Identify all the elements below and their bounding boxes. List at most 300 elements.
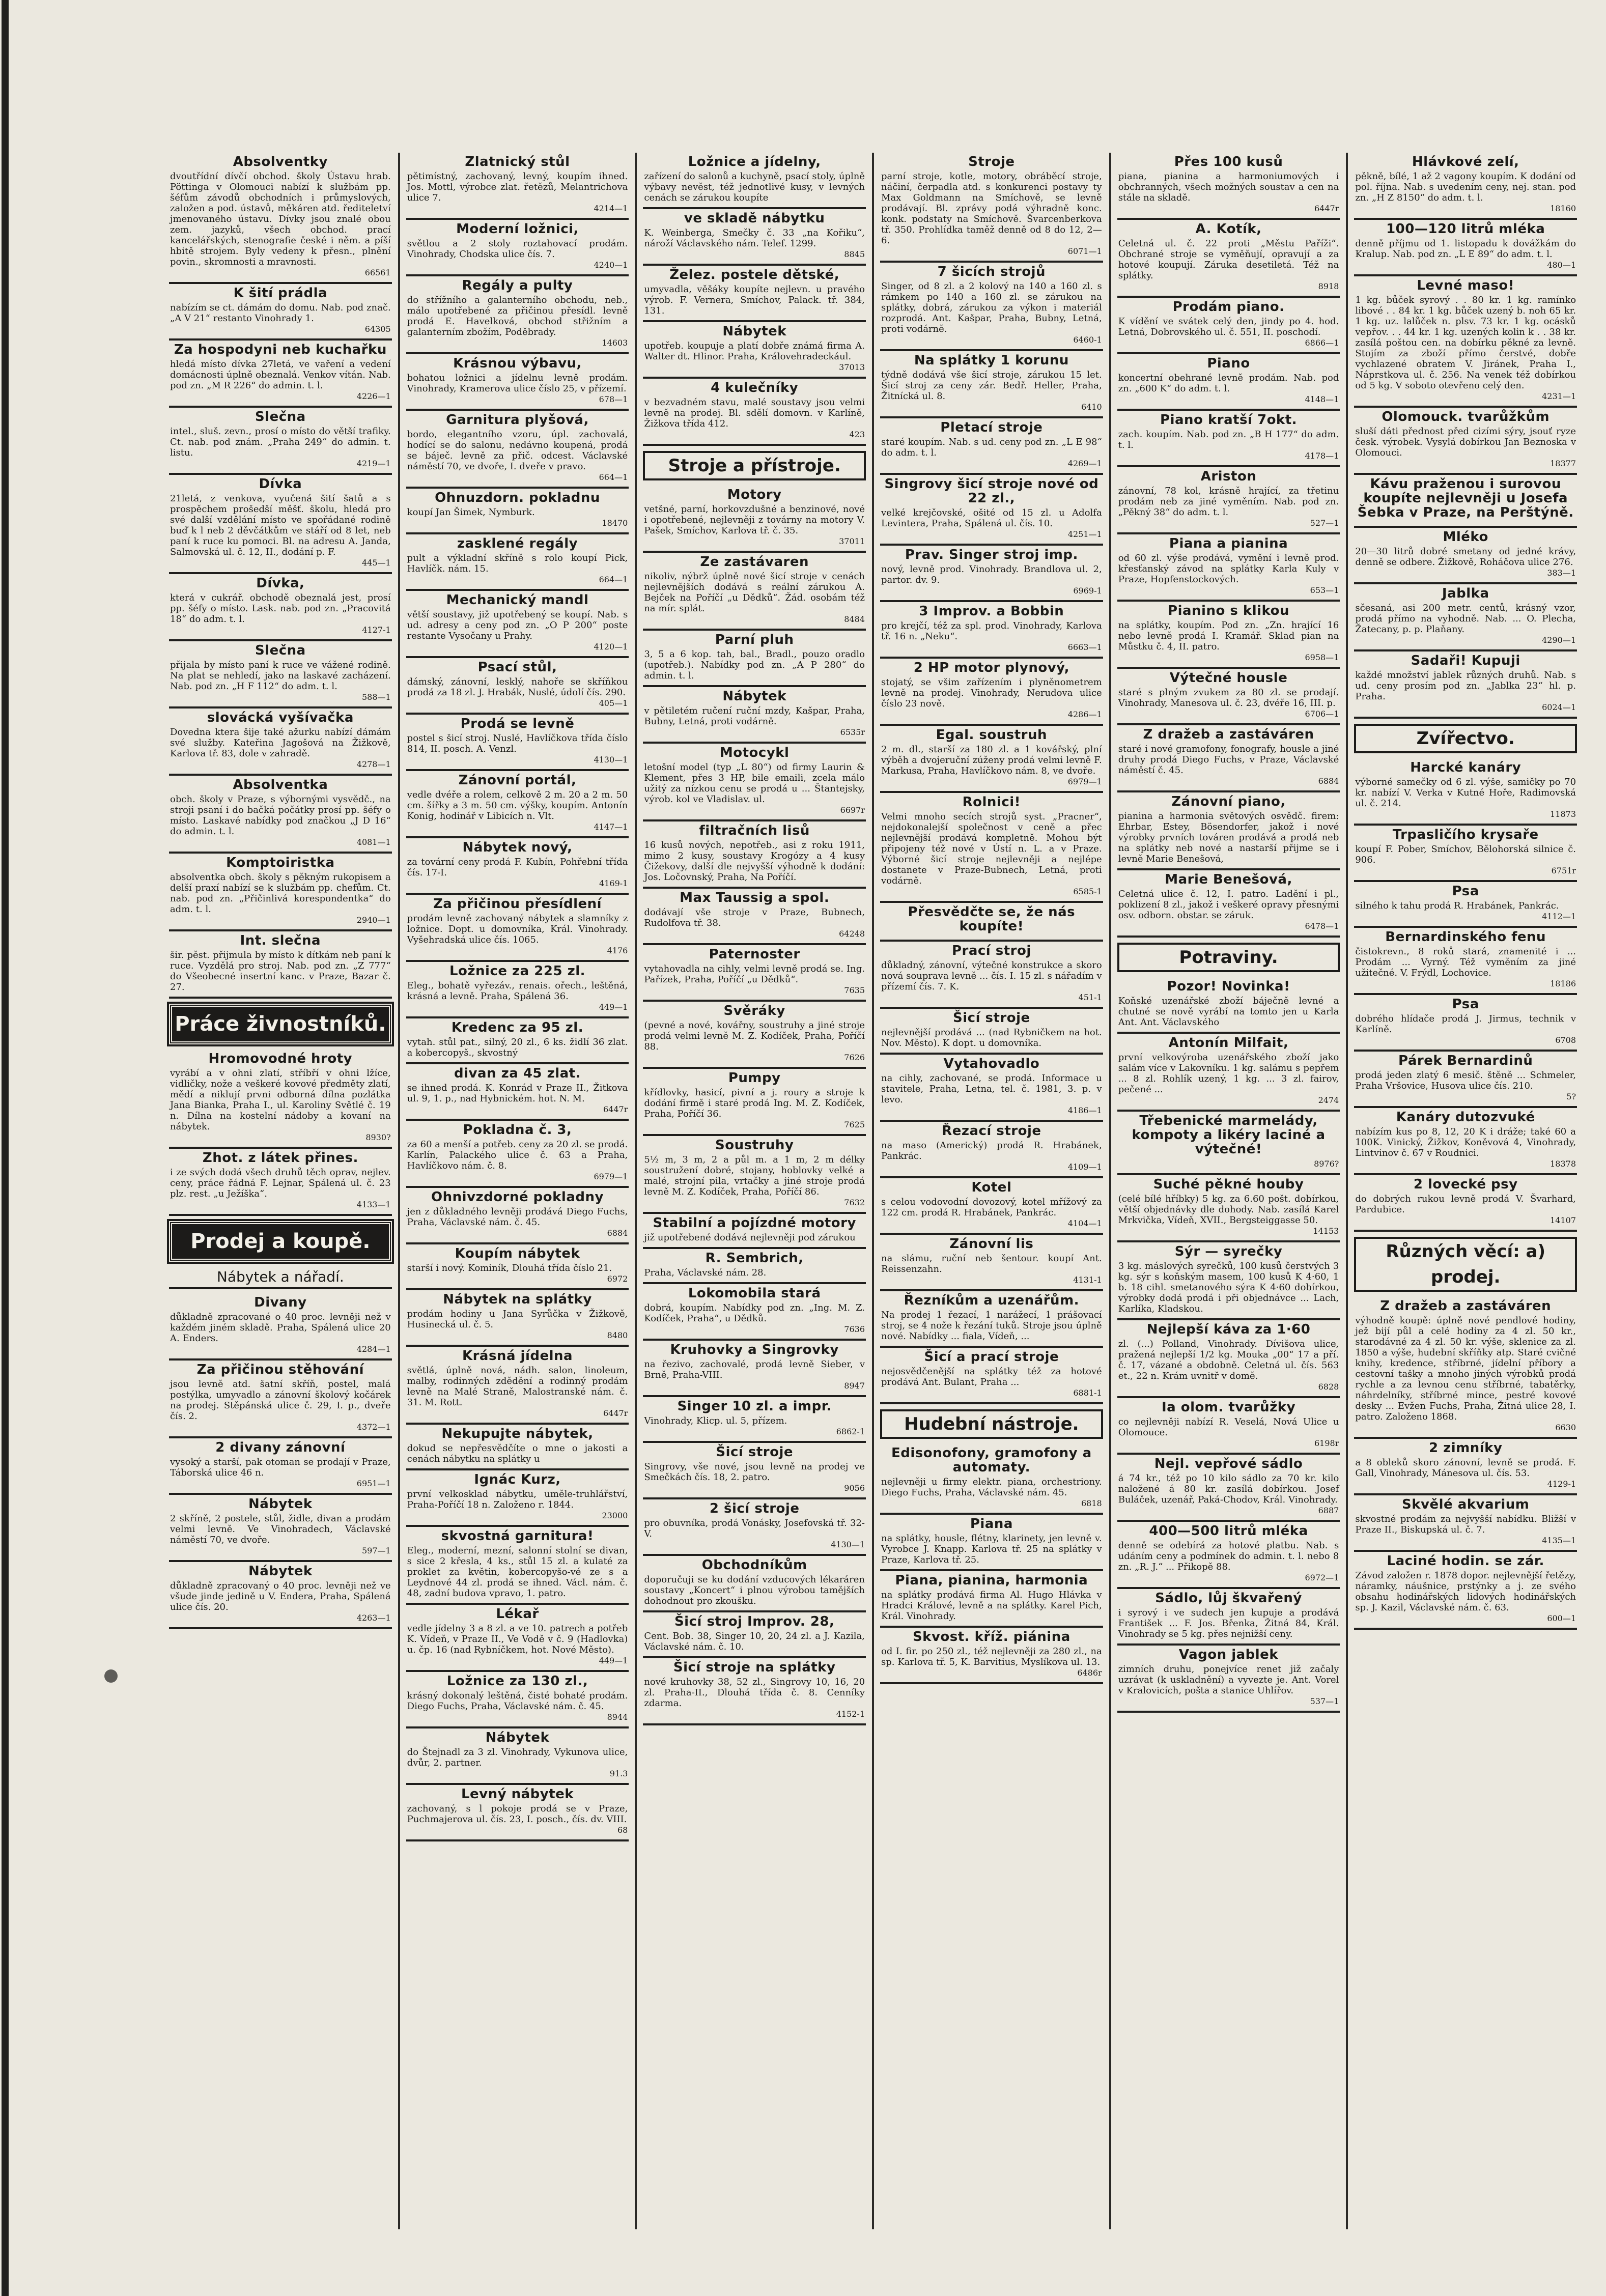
ad-reference-number: 653—1: [1310, 585, 1339, 595]
ad-headline: Kanáry dutozvuké: [1396, 1110, 1535, 1125]
ad-headline: Nábytek: [722, 689, 787, 704]
ad-headline: Mechanický mandl: [446, 592, 589, 608]
ad-headline: Max Taussig a spol.: [680, 890, 830, 905]
ad-headline: Kredenc za 95 zl.: [451, 1020, 584, 1035]
section-banner: Prodej a koupě.: [169, 1221, 392, 1262]
ad-reference-number: 4251—1: [1067, 529, 1102, 539]
ad-headline: Nábytek: [485, 1730, 550, 1745]
classified-ad: [169, 1293, 392, 1360]
ad-reference-number: 451-1: [1078, 993, 1102, 1002]
classified-ad: [406, 276, 629, 354]
ad-headline: Sádlo, lůj škvařený: [1155, 1591, 1302, 1606]
ad-body: absolventka obch. školy s pěkným rukopisem a delší praxí nabízí se k službám pp. chefům. Ct. nab. pod zn. „Přičinlivá korespondentka“ do adm. t. l.: [170, 872, 391, 915]
classified-ad: [1117, 977, 1340, 1034]
ad-reference-number: 7632: [844, 1198, 865, 1207]
classified-ad: [406, 895, 629, 962]
ad-reference-number: 14153: [1313, 1226, 1339, 1236]
ad-reference-number: 6828: [1318, 1382, 1339, 1392]
ad-reference-number: 6958—1: [1305, 653, 1339, 662]
ad-reference-number: 4178—1: [1305, 451, 1339, 461]
classified-ad: [643, 1136, 866, 1214]
ad-body: nové kruhovky 38, 52 zl., Singrovy 10, 16, 20 zl. Praha-II., Dlouhá třída č. 8. Cenníky zdarma.: [644, 1677, 865, 1709]
ad-headline: slovácká vyšívačka: [207, 710, 354, 725]
ad-reference-number: 18186: [1550, 979, 1576, 988]
classified-ad: [1117, 534, 1340, 602]
ad-headline: Želez. postele dětské,: [669, 267, 840, 282]
ad-body: zánovní, 78 kol, krásně hrající, za třetinu prodám neb za jiné vyměním. Nab. pod zn. „Pěkný 38“ do adm. t. l.: [1118, 486, 1339, 518]
ad-headline: Slečna: [255, 643, 306, 658]
ad-headline: Suché pěkné houby: [1153, 1177, 1304, 1192]
ad-headline: Skvělé akvarium: [1402, 1497, 1530, 1512]
ad-body: prodám levně zachovaný nábytek a slamníky z ložnice. Dopt. u domovníka, Král. Vinohrady. Vyšehradská ulice čís. 1065.: [407, 913, 628, 945]
classified-ad: [880, 475, 1103, 546]
ad-headline: Levné maso!: [1417, 278, 1515, 293]
classified-ad: [643, 322, 866, 379]
ad-headline: Z dražeb a zastáváren: [1380, 1298, 1552, 1314]
ad-headline: 2 šicí stroje: [709, 1501, 800, 1516]
ad-body: 20—30 litrů dobré smetany od jedné krávy, denně se odbere. Žižkově, Roháčova ulice 276.: [1355, 546, 1576, 568]
ad-body: sčesaná, asi 200 metr. centů, krásný vzor, prodá přímo na vyhodně. Nab. ... O. Plecha, Žatecany, p. p. Plaňany.: [1355, 603, 1576, 635]
ad-headline: Piano kratší 7okt.: [1160, 412, 1298, 428]
ad-body: na splátky prodává firma Al. Hugo Hlávka v Hradci Králové, levně a na splátky. Karel Pich, Král. Vinohrady.: [881, 1590, 1102, 1622]
ad-reference-number: 6862-1: [836, 1427, 865, 1436]
ad-reference-number: 4186—1: [1067, 1106, 1102, 1115]
classified-ad: [1354, 276, 1577, 408]
ad-body: pro krejčí, též za spl. prod. Vinohrady, Karlova tř. 16 n. „Neku“.: [881, 620, 1102, 642]
ad-headline: Harcké kanáry: [1410, 760, 1522, 775]
ad-reference-number: 8484: [844, 614, 865, 624]
classified-ad: [643, 379, 866, 446]
classified-ad: [406, 153, 629, 220]
classified-ad: [1117, 220, 1340, 298]
ad-body: dobrá, koupím. Nabídky pod zn. „Ing. M. Z. Kodíček, Praha“, u Dědků.: [644, 1302, 865, 1324]
ad-reference-number: 664—1: [599, 472, 628, 482]
ad-reference-number: 445—1: [361, 558, 391, 568]
ad-body: 16 kusů nových, nepotřeb., asi z roku 1911, mimo 2 kusy, soustavy Krogózy a 4 kusy Čižekovy, další dle nejvyšší výhodně k dodání: Jos. Ločovnský, Praha, Na Poříčí.: [644, 840, 865, 883]
classified-ad: [643, 744, 866, 821]
ad-body: Velmi mnoho secích strojů syst. „Pracner“, nejdokonalejší společnost v ceně a přec nejlevnější prodává kompletně. Mohou být připojeny též nové v Ústí n. L. a v Praze. Výborné šicí stroje nejlevněji a nejlépe dostanete v Praze-Bubnech, Letná, proti vodárně.: [881, 811, 1102, 886]
ad-body: týdně dodává vše šicí stroje, zárukou 15 let. Šicí stroj za ceny zár. Bedř. Heller, Praha, Žitnícká ul. 8.: [881, 370, 1102, 402]
classified-ad: [643, 1658, 866, 1725]
ad-headline: Mléko: [1443, 529, 1488, 545]
ad-body: křídlovky, hasicí, pivní a j. roury a stroje k dodání firmě i staré prodá Ing. M. Z. Kodíček, Praha, Poříčí 36.: [644, 1087, 865, 1119]
ad-reference-number: 4269—1: [1067, 459, 1102, 468]
classified-ad: [643, 1612, 866, 1658]
ad-body: výborné samečky od 6 zl. výše, samičky po 70 kr. nabízí V. Verka v Kutné Hoře, Radimovská ul. č. 214.: [1355, 777, 1576, 809]
ad-body: zl. (...) Polland, Vinohrady. Dívišova ulice, pražená nejlepší 1/2 kg. Mouka „00“ 17 a pří. č. 17, vázané a obdobně. Celetná ul. čís. 563 et., 22 n. Krám uvnitř v domě.: [1118, 1339, 1339, 1381]
ad-headline: Garnitura plyšová,: [446, 412, 589, 428]
ad-body: Závod založen r. 1878 dopor. nejlevnější řetězy, náramky, náušnice, prstýnky a j. ze svého obsahu hodinářských lidových hodinářských sp. J. Kazil, Václavské nám. č. 63.: [1355, 1570, 1576, 1613]
classified-ad: [169, 574, 392, 641]
classified-ad: [406, 1785, 629, 1841]
ad-body: nejlevněji u firmy elektr. piana, orchestriony. Diego Fuchs, Praha, Václavské nám. 45.: [881, 1477, 1102, 1498]
ad-body: se ihned prodá. K. Konrád v Praze II., Žitkova ul. 9, 1. p., nad Hybnickém. hot. N. M.: [407, 1083, 628, 1104]
classified-ad: [1354, 1297, 1577, 1439]
ad-headline: Edisonofony, gramofony a automaty.: [891, 1445, 1092, 1475]
ad-reference-number: 6887: [1318, 1506, 1339, 1515]
ad-headline: Šicí stroje: [953, 1010, 1030, 1026]
ad-reference-number: 6706—1: [1305, 709, 1339, 719]
ad-headline: Sýr — syrečky: [1174, 1244, 1283, 1259]
ad-body: Celetná ulice č. 12, I. patro. Ladění i pl., poklizení 8 zl., jakož i veškeré opravy přesnými osv. odborn. obstar. se záruk.: [1118, 889, 1339, 921]
classified-ad: [169, 931, 392, 999]
ad-headline: Ia olom. tvarůžky: [1161, 1400, 1296, 1415]
ad-body: zimních druhu, ponejvíce renet již začaly uzrávat (k uskladnění) a vyvezte je. Ant. Vorel v Kralovicích, pošta a stanice Uhlířov.: [1118, 1664, 1339, 1696]
ad-reference-number: 6478—1: [1305, 921, 1339, 931]
ad-reference-number: 4112—1: [1542, 912, 1576, 921]
ad-headline: Nejl. vepřové sádlo: [1154, 1456, 1303, 1471]
ad-body: každé množství jablek různých druhů. Nab. s ud. ceny prosím pod zn. „Jablka 23“ hl. p. Praha.: [1355, 670, 1576, 702]
ad-headline: Skvost. kříž. piánina: [912, 1629, 1070, 1645]
classified-ad: [1354, 1495, 1577, 1552]
ad-body: Vinohrady, Klicp. ul. 5, přízem.: [644, 1415, 787, 1426]
ad-headline: Komptoiristka: [226, 855, 335, 870]
ad-body: skvostné prodám za nejvyšší nabídku. Bližší v Praze II., Biskupská ul. č. 7.: [1355, 1514, 1576, 1535]
ad-headline: Kruhovky a Singrovky: [670, 1342, 839, 1357]
ad-body: staré i nové gramofony, fonografy, housle a jiné druhy prodá Diego Fuchs, v Praze, Václavské náměstí č. 45.: [1118, 744, 1339, 776]
classified-ad: [1354, 882, 1577, 928]
ad-headline: Ariston: [1200, 469, 1257, 484]
ad-reference-number: 6447r: [1314, 204, 1339, 213]
ad-headline: Zhot. z látek přines.: [202, 1150, 358, 1166]
ad-body: parní stroje, kotle, motory, obráběcí stroje, náčiní, čerpadla atd. s konkurenci postavy ty Max Goldmann na Smíchově, se levně prodávají. Bl. zprávy podá výhradně konc. konk. podstaty na Smíchově. Švarcenberkova tř. 350. Prohlídka taměž denně od 8 do 12, 2—6.: [881, 171, 1102, 246]
classified-ad: [643, 1341, 866, 1397]
ad-headline: Ložnice a jídelny,: [688, 154, 821, 169]
ad-body: K. Weinberga, Smečky č. 33 „na Kořiku“, nároží Václavského nám. Telef. 1299.: [644, 228, 865, 249]
classified-ad: [880, 263, 1103, 351]
ad-reference-number: 4372—1: [356, 1422, 391, 1432]
ad-headline: Ložnice za 225 zl.: [449, 963, 586, 979]
ad-reference-number: 6881-1: [1073, 1388, 1102, 1398]
classified-ad: [169, 341, 392, 408]
ad-reference-number: 7636: [844, 1324, 865, 1334]
ad-reference-number: 7625: [844, 1120, 865, 1129]
ad-headline: Ohnivzdorné pokladny: [431, 1189, 604, 1205]
ad-body: na cihly, zachované, se prodá. Informace u stavitele, Praha, Letna, tel. č. 1981, 3. p. v levo.: [881, 1073, 1102, 1105]
ad-body: Na prodej 1 řezací, 1 narážecí, 1 prášovací stroj, se 4 nože k řezání tuků. Stroje jsou úplně nové. Nabídky ... fiala, Vídeň, ...: [881, 1310, 1102, 1342]
ad-headline: Pletací stroje: [940, 420, 1043, 435]
ad-body: za tovární ceny prodá F. Kubín, Pohřební třída čís. 17-I.: [407, 857, 628, 878]
ad-headline: Pianino s klikou: [1168, 603, 1289, 618]
ad-headline: Kotel: [971, 1180, 1012, 1195]
ad-headline: Nejlepší káva za 1·60: [1146, 1322, 1311, 1337]
classified-columns: [163, 153, 1583, 2229]
ad-headline: Sadaři! Kupuji: [1411, 653, 1520, 668]
ad-body: prodám hodiny u Jana Syrůčka v Žižkově, Husinecká ul. č. 5.: [407, 1309, 628, 1330]
ad-reference-number: 6663—1: [1067, 642, 1102, 652]
ad-headline: Lékař: [496, 1606, 539, 1622]
classified-ad: [880, 1444, 1103, 1515]
ad-reference-number: 6866—1: [1305, 338, 1339, 348]
ad-reference-number: 449—1: [599, 1002, 628, 1012]
classified-ad: [169, 153, 392, 284]
ad-headline: Pozor! Novinka!: [1167, 979, 1290, 994]
ad-body: letošní model (typ „L 80“) od firmy Laurin & Klement, přes 3 HP, bile emaili, zcela málo užitý za nízkou cenu se prodá u ... Štantejsky, výrob. kol ve Vladislav. ul.: [644, 762, 865, 805]
ad-body: která v cukrář. obchodě obeznalá jest, prosí pp. šéfy o místo. Lask. nab. pod zn. „Pracovitá 18“ do adm. t. l.: [170, 592, 391, 625]
ad-reference-number: 6585-1: [1073, 887, 1102, 896]
ad-headline: Na splátky 1 korunu: [914, 353, 1069, 368]
ad-body: 3, 5 a 6 kop. tah, bal., Bradl., pouzo oradlo (upotřeb.). Nabídky pod zn. „A P 280“ do admin. t. l.: [644, 649, 865, 681]
ad-headline: filtračních lisů: [699, 823, 810, 838]
ad-body: na splátky, housle, flétny, klarinety, jen levně v. Vyrobce J. Knapp. Karlova tř. 25 na splátky v Praze, Karlova tř. 25.: [881, 1533, 1102, 1565]
ad-body: doporučuji se ku dodání vzducových lékaráren soustavy „Koncert“ i plnou výrobou tamějších dohodnout pro zkoušku.: [644, 1574, 865, 1606]
ad-headline: Marie Benešová,: [1165, 872, 1292, 887]
ad-body: vytah. stůl pat., silný, 20 zl., 6 ks. židlí 36 zlat. a kobercopyš., skvostný: [407, 1037, 628, 1058]
ad-body: K vídění ve svátek celý den, jindy po 4. hod. Letná, Dobrovského ul. č. 551, II. poschodí.: [1118, 316, 1339, 337]
ad-body: nabízím se ct. dámám do domu. Nab. pod znač. „A V 21“ restanto Vinohrady 1.: [170, 302, 391, 324]
ad-headline: Vytahovadlo: [943, 1056, 1040, 1071]
classified-ad: [169, 854, 392, 931]
ad-headline: Kávu praženou i surovou koupíte nejlevněji u Josefa Šebka v Praze, na Perštýně.: [1357, 476, 1574, 520]
ad-body: nejosvědčenější na splátky též za hotové prodává Ant. Bulant, Praha ...: [881, 1366, 1102, 1387]
ad-headline: Přes 100 kusů: [1174, 154, 1283, 169]
ad-body: nejlevnější prodává ... (nad Rybničkem na hot. Nov. Město). K dopt. u domovníka.: [881, 1027, 1102, 1048]
ad-reference-number: 6979—1: [1067, 777, 1102, 786]
column-6: [1348, 153, 1583, 2229]
ad-reference-number: 4240—1: [594, 260, 628, 270]
ad-reference-number: 4129-1: [1547, 1479, 1576, 1489]
classified-ad: [880, 1628, 1103, 1684]
ad-body: 21letá, z venkova, vyučená šití šatů a s prospěchem prošedší měšť. školu, hledá pro své další vzdělání místo ve spořádané rodině buď k l neb 2 děvčátkům ve stáří od 8 let, neb paní k ruce ku pomoci. Bl. na adresu A. Janda, Salmovská ul. č. 12, II., dodání p. F.: [170, 493, 391, 557]
classified-ad: [643, 1249, 866, 1284]
ad-headline: A. Kotík,: [1195, 221, 1262, 237]
ad-reference-number: 4104—1: [1067, 1218, 1102, 1228]
ad-headline: Nábytek: [722, 324, 787, 339]
ad-headline: 2 divany zánovní: [215, 1440, 346, 1455]
ad-headline: Levný nábytek: [461, 1787, 574, 1802]
column-2: [400, 153, 637, 2229]
classified-ad: [1117, 411, 1340, 467]
ad-headline: Bernardinského fenu: [1385, 929, 1546, 945]
ad-headline: Dívka: [259, 476, 302, 492]
ad-headline: 3 Improv. a Bobbin: [919, 604, 1064, 619]
ad-reference-number: 4081—1: [356, 837, 391, 847]
ad-headline: Krásnou výbavu,: [453, 356, 582, 371]
classified-ad: [406, 1121, 629, 1188]
classified-ad: [880, 793, 1103, 903]
ad-body: stojatý, se všim zařízením i plyněnometrem levně na prodej. Vinohrady, Nerudova ulice číslo 23 nově.: [881, 677, 1102, 709]
classified-ad: [169, 1050, 392, 1149]
ad-headline: Nábytek: [248, 1564, 313, 1579]
classified-ad: [643, 266, 866, 322]
classified-ad: [406, 715, 629, 771]
ad-headline: Antonín Milfait,: [1168, 1035, 1289, 1051]
ad-reference-number: 449—1: [599, 1656, 628, 1665]
ad-headline: Regály a pulty: [462, 278, 573, 293]
classified-ad: [643, 945, 866, 1002]
classified-ad: [880, 942, 1103, 1009]
ad-reference-number: 4286—1: [1067, 710, 1102, 719]
classified-ad: [406, 1290, 629, 1347]
classified-ad: [406, 838, 629, 895]
ad-body: vedle jídelny 3 a 8 zl. a ve 10. patrech a potřeb K. Vídeň, v Praze II., Ve Vodě v č. 9 (Hadlovka) u. čp. 16 (nad Rybníčkem, hot. Nové Město).: [407, 1623, 628, 1655]
ad-headline: Parní pluh: [715, 632, 794, 647]
ad-reference-number: 6697r: [840, 805, 865, 815]
classified-ad: [1117, 467, 1340, 534]
classified-ad: [169, 475, 392, 574]
ad-headline: Motocykl: [719, 745, 790, 760]
ad-reference-number: 68: [617, 1825, 628, 1835]
ad-body: zachovaný, s l pokoje prodá se v Praze, Puchmajerova ul. čís. 23, I. posch., čís. dv. VIII.: [407, 1803, 628, 1825]
ad-headline: Nábytek: [248, 1496, 313, 1512]
ad-headline: Ohnuzdorn. pokladnu: [435, 490, 600, 505]
ad-body: denně se odebírá za hotové platbu. Nab. s udáním ceny a podmínek do admin. t. l. nebo 8 zn. „R. J.“ ... Přikopě 88.: [1118, 1540, 1339, 1572]
classified-ad: [1117, 298, 1340, 354]
ad-body: á 74 kr., též po 10 kilo sádlo za 70 kr. kilo naložené á 80 kr. zasílá dobírkou. Josef Buláček, uzenář, Paká-Chodov, Král. Vinohrady.: [1118, 1473, 1339, 1505]
classified-ad: [406, 1347, 629, 1425]
ad-headline: Nábytek nový,: [462, 840, 573, 855]
ad-body: staré koupím. Nab. s ud. ceny pod zn. „L E 98“ do adm. t. l.: [881, 437, 1102, 458]
ad-body: první velkosklad nábytku, uměle-truhlářství, Praha-Poříčí 18 n. Založeno r. 1844.: [407, 1489, 628, 1510]
ad-body: Eleg., moderní, mezní, salonní stolní se divan, s sice 2 křesla, 4 ks., stůl 15 zl. a kulaté za proklet za květin, kobercopyšo-vé ze s a Leydnové 44 zl. prodá se ihned. Václ. nám. č. 48, zadní budova vpravo, 1. patro.: [407, 1545, 628, 1599]
classified-ad: [1117, 1589, 1340, 1646]
classified-ad: [1354, 1439, 1577, 1495]
ad-headline: Prací stroj: [951, 943, 1031, 958]
ad-reference-number: 6972: [607, 1274, 628, 1284]
ad-headline: Ze zastávaren: [700, 554, 809, 570]
ad-body: bohatou ložnici a jídelnu levně prodám. Vinohrady, Kramerova ulice číslo 25, v přízemí.: [407, 373, 628, 394]
ad-reference-number: 678—1: [599, 394, 628, 404]
ad-body: zařízení do salonů a kuchyně, psací stoly, úplně výbavy nevěst, též jednotlivé kusy, v levných cenách se zárukou koupíte: [644, 171, 865, 203]
ad-body: pro obuvníka, prodá Vonásky, Josefovská tř. 32-V.: [644, 1518, 865, 1539]
ad-headline: R. Sembrich,: [705, 1251, 804, 1266]
ad-body: hledá místo dívka 27letá, ve vaření a vedení domácnosti úplně obeznalá. Venkov vítán. Nab. pod zn. „M R 226“ do admin. t. l.: [170, 359, 391, 391]
ad-reference-number: 8976?: [1314, 1159, 1339, 1169]
ad-headline: Zánovní portál,: [458, 773, 577, 788]
ad-reference-number: 6535r: [840, 727, 865, 737]
ad-body: Singer, od 8 zl. a 2 kolový na 140 a 160 zl. s rámkem po 140 a 160 zl. se zárukou na splátky, dobrá, zárukou za výkon i materiál rozprodá. Ant. Kašpar, Praha, Bubny, Letná, proti vodárně.: [881, 281, 1102, 334]
ad-body: na slámu, ruční neb šentour. koupí Ant. Reissenzahn.: [881, 1253, 1102, 1274]
ad-reference-number: 6751r: [1551, 866, 1576, 875]
ad-reference-number: 18377: [1550, 459, 1576, 468]
classified-ad: [406, 1188, 629, 1244]
ad-reference-number: 383—1: [1547, 568, 1576, 578]
ad-headline: Šicí a prací stroje: [924, 1349, 1059, 1365]
classified-ad: [643, 1556, 866, 1612]
classified-ad: [880, 903, 1103, 942]
ad-reference-number: 6972—1: [1305, 1573, 1339, 1582]
ad-headline: 2 lovecké psy: [1413, 1177, 1518, 1192]
classified-ad: [406, 1605, 629, 1672]
ad-reference-number: 4176: [607, 946, 628, 955]
section-heading: Zvířectvo.: [1354, 724, 1577, 753]
classified-ad: [643, 889, 866, 945]
ad-reference-number: 64248: [839, 929, 865, 939]
classified-ad: [880, 1178, 1103, 1235]
ad-body: v bezvadném stavu, malé soustavy jsou velmi levně na prodej. Bl. sdělí domovn. v Karlíně, Žižkova třída 412.: [644, 397, 865, 429]
ad-headline: Za hospodyni neb kuchařku: [174, 342, 387, 357]
ad-headline: Moderní ložnici,: [456, 221, 579, 237]
ad-reference-number: 6630: [1555, 1423, 1576, 1432]
ad-headline: Piana: [970, 1516, 1013, 1532]
ad-reference-number: 4231—1: [1542, 391, 1576, 401]
classified-ad: [880, 1515, 1103, 1571]
ad-reference-number: 6818: [1081, 1498, 1102, 1508]
ad-body: i syrový i ve sudech jen kupuje a prodává František ... F. Jos. Břenka, Žitná 84, Král. Vinohrady se 5 kg. přes nejnižší ceny.: [1118, 1607, 1339, 1639]
ad-body: vedle dvéře a rolem, celkově 2 m. 20 a 2 m. 50 cm. šířky a 3 m. 50 cm. výšky, koupím. Antonín Konig, hodinář v Libicích n. Vlt.: [407, 789, 628, 821]
ad-body: od 60 zl. výše prodává, vymění i levně prod. křesťanský závod na splátky Karla Kuly v Praze, Hopfenstockových.: [1118, 553, 1339, 585]
ad-headline: Pokladna č. 3,: [463, 1122, 572, 1138]
ad-headline: Šicí stroje na splátky: [673, 1660, 836, 1675]
ad-body: světlou a 2 stoly roztahovací prodám. Vinohrady, Chodska ulice čís. 7.: [407, 238, 628, 260]
ad-headline: Absolventka: [233, 777, 328, 792]
classified-ad: [880, 418, 1103, 475]
ad-body: bordo, elegantního vzoru, úpl. zachovalá, hodící se do salonu, nedávno koupená, prodá se báječ. levně za přič. odcest. Václavské náměstí 70, ve dvoře, I. dveře v pravo.: [407, 429, 628, 472]
classified-ad: [1117, 669, 1340, 725]
ad-body: piana, pianina a harmoniumových i obchranných, všech možných soustav a cen na stále na skladě.: [1118, 171, 1339, 203]
ad-body: Praha, Václavské nám. 28.: [644, 1267, 767, 1278]
ad-reference-number: 91.3: [609, 1769, 628, 1778]
classified-ad: [169, 1438, 392, 1495]
ad-headline: Z dražeb a zastáváren: [1143, 727, 1314, 742]
classified-ad: [1354, 928, 1577, 995]
ad-reference-number: 14107: [1550, 1215, 1576, 1225]
ad-body: na maso (Americký) prodá R. Hrabánek, Pankrác.: [881, 1140, 1102, 1161]
ad-headline: Zánovní piano,: [1171, 794, 1286, 809]
ad-headline: Egal. soustruh: [936, 727, 1048, 743]
classified-ad: [1117, 1034, 1340, 1112]
ad-body: přijala by místo paní k ruce ve vážené rodině. Na plat se nehledí, jako na laskavé zacházení. Nab. pod zn. „H F 112“ do adm. t. l.: [170, 660, 391, 692]
ad-headline: Divany: [254, 1295, 307, 1310]
classified-ad: [169, 776, 392, 854]
ad-body: Dovedna ktera šije také ažurku nabízí dámám své služby. Kateřina Jagošová na Žižkově, Karlova tř. 83, dole v zahradě.: [170, 727, 391, 759]
classified-ad: [643, 1002, 866, 1069]
classified-ad: [406, 1064, 629, 1121]
ad-headline: 7 šicích strojů: [937, 264, 1046, 279]
ad-reference-number: 8944: [607, 1712, 628, 1722]
section-banner: Práce živnostníků.: [169, 1004, 392, 1044]
ad-body: pětimístný, zachovaný, levný, koupím ihned. Jos. Mottl, výrobce zlat. řetězů, Melantrichova ulice 7.: [407, 171, 628, 203]
ad-reference-number: 423: [849, 430, 865, 439]
ad-headline: divan za 45 zlat.: [454, 1066, 581, 1081]
ad-reference-number: 600—1: [1547, 1613, 1576, 1623]
ad-body: co nejlevněji nabízí R. Veselá, Nová Ulice u Olomouce.: [1118, 1416, 1339, 1438]
ad-body: výhodně koupě: úplně nové pendlové hodiny, jež bijí půl a celé hodiny za 4 zl. 50 kr., starodávné za 4 zl. 50 kr. výše, sklenice za zl. 1850 a výše, hudební skříňky atp. Staré cvičné knihy, kredence, stříbrné, jídelní příbory a cestovní tašky a mnoho jiných výrobků prodá rychle a za levnou cenu stříbrné, tabatěrky, náhrdelníky, stříbrné mince, pestré kovové desky ... Evžen Fuchs, Praha, Žitná ulice 28, I. patro. Založeno 1868.: [1355, 1315, 1576, 1422]
ad-headline: Singrovy šicí stroje nové od 22 zl.,: [884, 476, 1099, 506]
section-heading: Různých věcí: a) prodej.: [1354, 1237, 1577, 1292]
ad-body: pult a výkladní skříně s rolo koupí Pick, Havlíčk. nám. 15.: [407, 553, 628, 574]
classified-ad: [643, 631, 866, 687]
classified-ad: [1354, 758, 1577, 826]
classified-ad: [1117, 1320, 1340, 1398]
ad-body: nabízím kus po 8, 12, 20 K i dráže; také 60 a 100K. Vinický, Žižkov, Koněvová 4, Vinohrady, Lintvinov č. 67 v Roudnici.: [1355, 1126, 1576, 1158]
classified-ad: [1354, 1052, 1577, 1108]
classified-ad: [643, 1397, 866, 1443]
ad-reference-number: 4148—1: [1305, 394, 1339, 404]
ad-body: nikoliv, nýbrž úplně nové šicí stroje v cenách nejlevnějších dodává s reální zárukou A. Bejček na Poříčí „u Dědků“. Žád. osobám též na mír. splát.: [644, 571, 865, 614]
classified-ad: [406, 658, 629, 715]
ad-body: Cent. Bob. 38, Singer 10, 20, 24 zl. a J. Kazila, Václavské nám. č. 10.: [644, 1631, 865, 1652]
ad-reference-number: 6460-1: [1073, 335, 1102, 345]
classified-ad: [643, 1214, 866, 1249]
ad-reference-number: 6071—1: [1067, 246, 1102, 256]
ad-reference-number: 4290—1: [1542, 635, 1576, 645]
ad-reference-number: 6884: [607, 1228, 628, 1238]
ad-reference-number: 4120—1: [594, 642, 628, 651]
ad-body: jen z důkladného levněji prodává Diego Fuchs, Praha, Václavské nám. č. 45.: [407, 1206, 628, 1228]
ad-reference-number: 8480: [607, 1330, 628, 1340]
ad-body: silného k tahu prodá R. Hrabánek, Pankrác.: [1355, 900, 1559, 911]
classified-ad: [643, 1499, 866, 1556]
ad-reference-number: 6884: [1318, 776, 1339, 786]
ad-body: koupí Jan Šimek, Nymburk.: [407, 507, 535, 518]
ad-reference-number: 6410: [1081, 402, 1102, 412]
ad-reference-number: 7626: [844, 1053, 865, 1062]
classified-ad: [169, 641, 392, 708]
ad-body: prodá jeden zlatý 6 mesič. štěně ... Schmeler, Praha Vršovice, Husova ulice čís. 210.: [1355, 1070, 1576, 1091]
ad-body: pianina a harmonia světových osvědč. firem: Ehrbar, Estey, Bösendorfer, jakož i nové výrobky prvních továren prodává a prodá neb na splátky neb nové a nastarší přijme se i levně Marie Benešová,: [1118, 811, 1339, 864]
ad-headline: Ignác Kurz,: [474, 1472, 561, 1487]
